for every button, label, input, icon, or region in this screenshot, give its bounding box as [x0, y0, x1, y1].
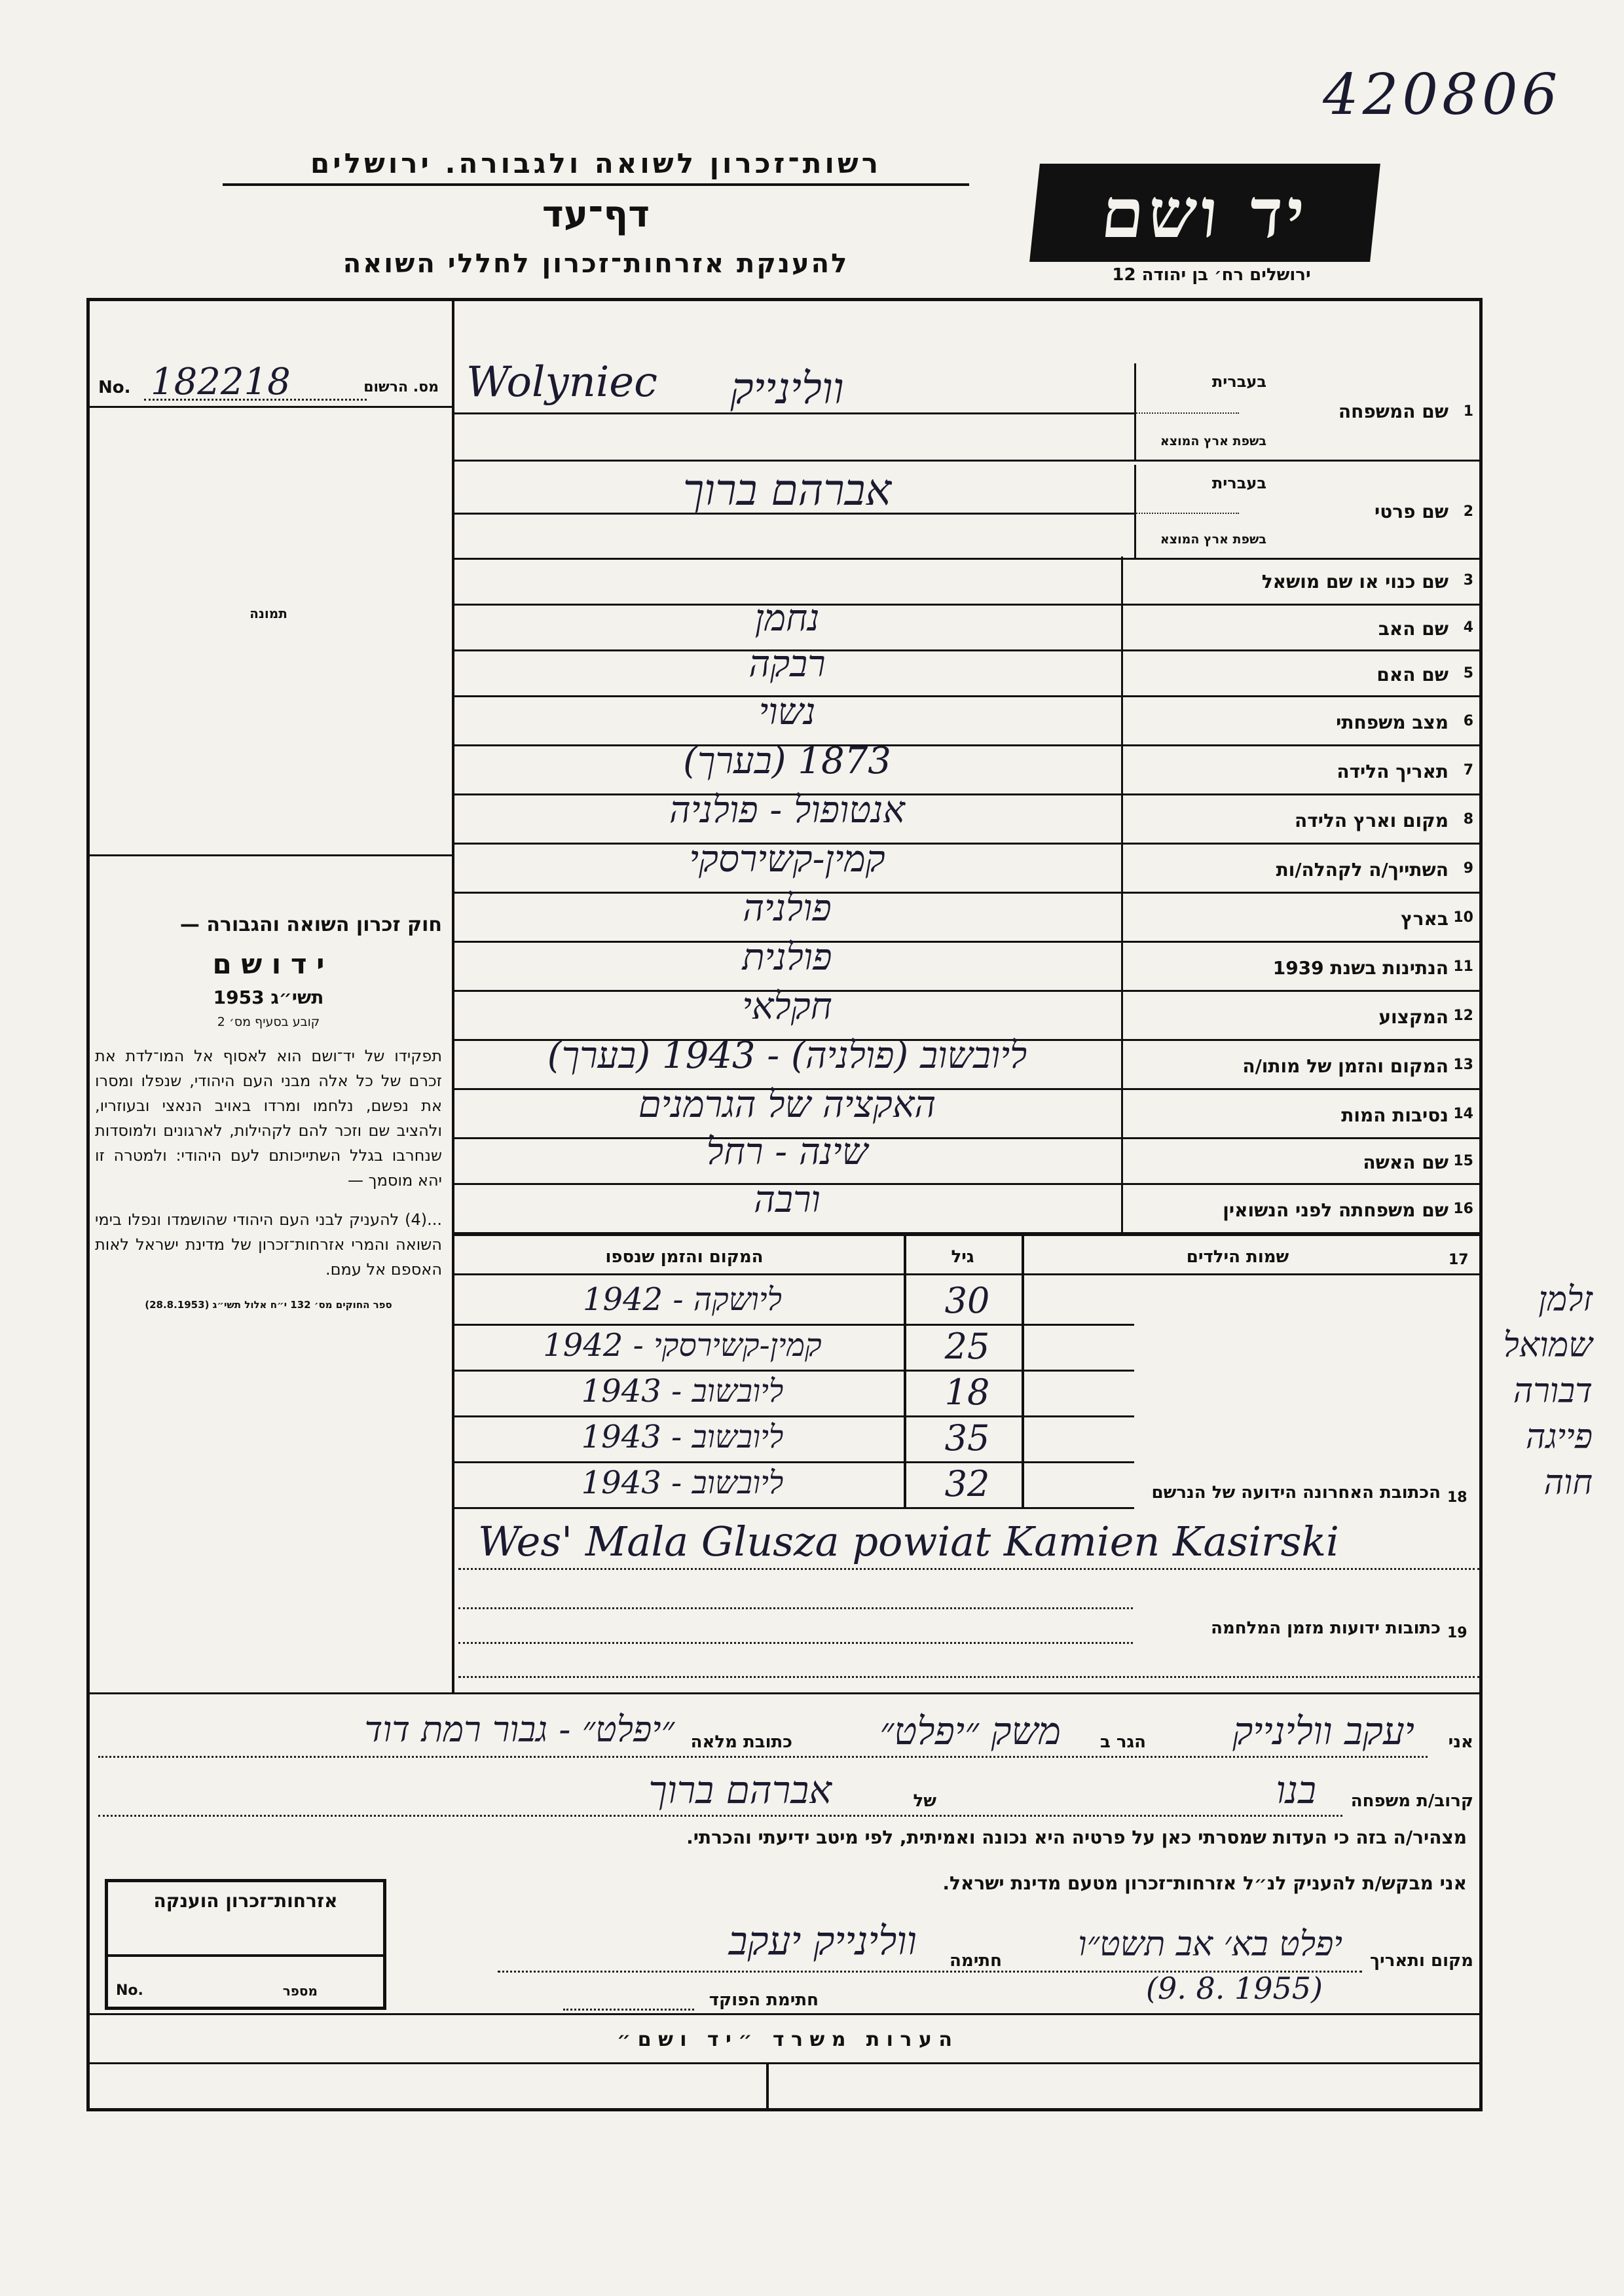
field-value: אברהם ברוך — [682, 465, 892, 515]
place-date: יפלט בא׳ אב תשט״ו — [1078, 1925, 1342, 1964]
field-17-number: 17 — [1449, 1252, 1469, 1268]
statement-2: אני מבקש/ת להעניק לנ״ל אזרחות־זכרון מטעם מדינת ישראל. — [942, 1872, 1467, 1894]
field-number: 3 — [1463, 572, 1473, 589]
declarant-name: יעקב וולינייק — [1232, 1709, 1414, 1753]
registration-field — [98, 361, 439, 403]
field-label: שם האשה — [1363, 1152, 1449, 1173]
field-value: ורבה — [754, 1178, 821, 1221]
date-paren: (9. 8. 1955) — [1146, 1971, 1323, 2006]
relation-of: אברהם ברוך — [648, 1768, 832, 1812]
law-paragraph-2: ...(4) להעניק לבני העם היהודי שהושמדו ונפלו בימי השואה והמרי אזרחות־זכרון של מדינת ישראל לאות האספם אל עמם. — [95, 1211, 442, 1279]
authority-title: רשות־זכרון לשואה ולגבורה. ירושלים — [223, 147, 969, 186]
field-value: פולנית — [742, 936, 832, 979]
field-18-label: הכתובת האחרונה הידועה של הנרשם — [1151, 1483, 1441, 1503]
field-label: המקצוע — [1378, 1006, 1449, 1028]
field-label: שם משפחתה לפני הנשואין — [1223, 1199, 1449, 1221]
field-sub-hebrew: בעברית — [1211, 474, 1266, 492]
field-number: 10 — [1453, 909, 1473, 926]
field-18-value: Wes' Mala Glusza powiat Kamien Kasirski — [478, 1518, 1339, 1565]
field-value: קמין-קשירסקי — [689, 837, 885, 881]
field-label: שם המשפחה — [1338, 401, 1449, 422]
registration-number: 182218 — [151, 361, 291, 403]
logo-text: יד ושם — [1098, 172, 1312, 253]
field-label: בארץ — [1401, 907, 1449, 930]
field-value: פולניה — [743, 886, 832, 930]
stamp-title: אזרחות־זכרון הוענקה — [153, 1890, 338, 1912]
field-label: שם האב — [1378, 618, 1449, 640]
field-sub-origin: בשפת ארץ המוצא — [1160, 532, 1266, 547]
field-value: חקלאי — [742, 985, 832, 1028]
child-age: 25 — [944, 1326, 990, 1367]
field-label: השתייך/ה לקהלה/ות — [1276, 858, 1449, 881]
full-address: ״יפלט״ - גבור רמת דוד — [364, 1709, 674, 1750]
field-label: המקום והזמן של מותו/ה — [1242, 1055, 1449, 1077]
field-value: נחמן — [754, 597, 820, 640]
field-label: הנתינות בשנת 1939 — [1272, 957, 1449, 979]
field-label: מצב משפחתי — [1336, 711, 1449, 733]
registration-label: מס. הרשום — [363, 379, 439, 395]
field-number: 9 — [1463, 860, 1473, 877]
officer-signature-label: חתימת הפוקד — [709, 1990, 819, 2010]
of-label: של — [913, 1791, 936, 1811]
child-age: 30 — [944, 1280, 990, 1321]
stamp-no-label: No. — [116, 1982, 143, 1999]
child-age: 18 — [944, 1372, 990, 1413]
children-age-header: גיל — [951, 1247, 974, 1267]
field-label: שם פרטי — [1374, 500, 1449, 522]
declaration-line-1 — [98, 1709, 1473, 1761]
field-number: 11 — [1453, 958, 1473, 975]
relation: בנו — [1276, 1768, 1316, 1812]
field-value: אנטופול - פולניה — [669, 788, 905, 831]
field-label: תאריך הלידה — [1337, 760, 1449, 782]
field-label: נסיבות המות — [1341, 1104, 1449, 1126]
field-number: 8 — [1463, 811, 1473, 828]
children-names-header: שמות הילדים — [1186, 1247, 1289, 1267]
child-name: פייגה — [1525, 1417, 1593, 1457]
field-number: 16 — [1453, 1200, 1473, 1217]
law-reference: ספר החוקים מס׳ 132 י״ח אלול תשי״ג (28.8.1953) — [145, 1299, 392, 1311]
child-place-time: קמין-קשירסקי - 1942 — [543, 1327, 822, 1364]
child-row — [453, 1372, 1593, 1417]
field-value-latin: Wolyniec — [466, 358, 657, 407]
field-number: 14 — [1453, 1105, 1473, 1122]
field-number: 6 — [1463, 712, 1473, 729]
field-18-number: 18 — [1447, 1489, 1467, 1506]
child-row — [453, 1280, 1593, 1326]
child-name: חוה — [1543, 1463, 1593, 1503]
child-age: 35 — [944, 1417, 990, 1459]
child-age: 32 — [944, 1463, 990, 1504]
form-subtitle: להענקת אזרחות־זכרון לחללי השואה — [342, 249, 849, 279]
document-number: 420806 — [1323, 62, 1562, 128]
child-place-time: ליושקה - 1942 — [582, 1281, 782, 1318]
field-row-16 — [453, 1178, 1483, 1234]
field-number: 4 — [1463, 619, 1473, 636]
resides-label: הגר ב — [1099, 1732, 1146, 1752]
ani-label: אני — [1448, 1732, 1473, 1752]
field-number: 13 — [1453, 1056, 1473, 1073]
field-value: וולינייק — [730, 363, 844, 414]
field-value: רבקה — [748, 643, 826, 685]
field-number: 2 — [1463, 503, 1473, 520]
declaration-line-2 — [98, 1768, 1473, 1820]
citizenship-stamp-box — [105, 1879, 386, 2010]
law-title: חוק זכרון השואה והגבורה — — [179, 913, 442, 936]
child-place-time: ליובשוב - 1943 — [581, 1419, 784, 1455]
field-sub-origin: בשפת ארץ המוצא — [1160, 434, 1266, 448]
field-number: 15 — [1453, 1153, 1473, 1169]
field-label: שם האם — [1376, 664, 1449, 685]
child-row — [453, 1326, 1593, 1372]
law-paragraph-1: תפקידו של יד־ושם הוא לאסוף אל המו־לדת את זכרם של כל אלה מבני העם היהודי, שנפלו ומסרו את נפשם, נלחמו ומרדו באויב הנאצי ובעוזריו, ולהציב שם וזכר להם לקהילות, לארגונים ולמוסדות שנחרבו בגלל השתייכותם לעם היהודי: ולמטרה זו יהא מוסמך — — [95, 1047, 442, 1190]
law-year: תשי״ג 1953 — [213, 987, 324, 1008]
photo-label: תמונה — [249, 606, 287, 621]
signature-label: חתימה — [950, 1951, 1002, 1971]
field-value: 1873 (בערך) — [683, 739, 891, 782]
field-number: 5 — [1463, 665, 1473, 682]
form-title: דף־עד — [542, 193, 650, 236]
field-19-number: 19 — [1447, 1625, 1467, 1641]
child-place-time: ליובשוב - 1943 — [581, 1465, 784, 1501]
field-value: ליובשוב (פולניה) - 1943 (בערך) — [547, 1034, 1027, 1077]
yad-vashem-logo — [1029, 164, 1380, 262]
field-value: שינה - רחל — [706, 1131, 868, 1173]
field-row-2 — [453, 465, 1483, 560]
no-label: No. — [98, 378, 131, 397]
address-label: כתובת מלאה — [690, 1732, 792, 1752]
field-row-1 — [453, 358, 1483, 462]
law-clause: קובע בסעיף מס׳ 2 — [217, 1015, 320, 1029]
child-name: שמואל — [1503, 1326, 1593, 1365]
field-label: שם כנוי או שם מושאל — [1261, 570, 1449, 592]
place-date-label: מקום ותאריך — [1370, 1951, 1473, 1971]
office-notes-title: ה ע ר ו ת מ ש ר ד ״ י ד ו ש ם ״ — [617, 2028, 952, 2051]
signature: וולינייק יעקב — [728, 1918, 917, 1964]
stamp-number-label: מספר — [282, 1983, 318, 1999]
field-number: 7 — [1463, 761, 1473, 778]
child-place-time: ליובשוב - 1943 — [581, 1373, 784, 1410]
children-place-header: המקום והזמן שנספו — [605, 1247, 764, 1267]
child-name: דבורה — [1513, 1372, 1593, 1411]
field-value: האקציה של הגרמנים — [638, 1083, 936, 1126]
field-sub-hebrew: בעברית — [1211, 373, 1266, 391]
field-number: 12 — [1453, 1007, 1473, 1024]
law-name: י ד ו ש ם — [212, 948, 325, 980]
field-19-label: כתובות ידועות מזמן המלחמה — [1211, 1618, 1441, 1638]
field-number: 1 — [1463, 403, 1473, 420]
statement-1: מצהיר/ה בזה כי העדות שמסרתי כאן על פרטיה היא נכונה ואמיתית, לפי מיטב ידיעתי והכרתי. — [686, 1827, 1467, 1848]
residence: משק ״יפלט״ — [879, 1709, 1061, 1753]
relation-label: קרוב/ת משפחה — [1350, 1791, 1473, 1811]
field-label: מקום וארץ הלידה — [1295, 809, 1449, 831]
child-name: זלמן — [1538, 1280, 1593, 1319]
law-section — [95, 913, 442, 1311]
address: ירושלים רח׳ בן יהודה 12 — [1112, 265, 1311, 285]
field-value: נשוי — [758, 690, 816, 733]
child-row — [453, 1417, 1593, 1463]
